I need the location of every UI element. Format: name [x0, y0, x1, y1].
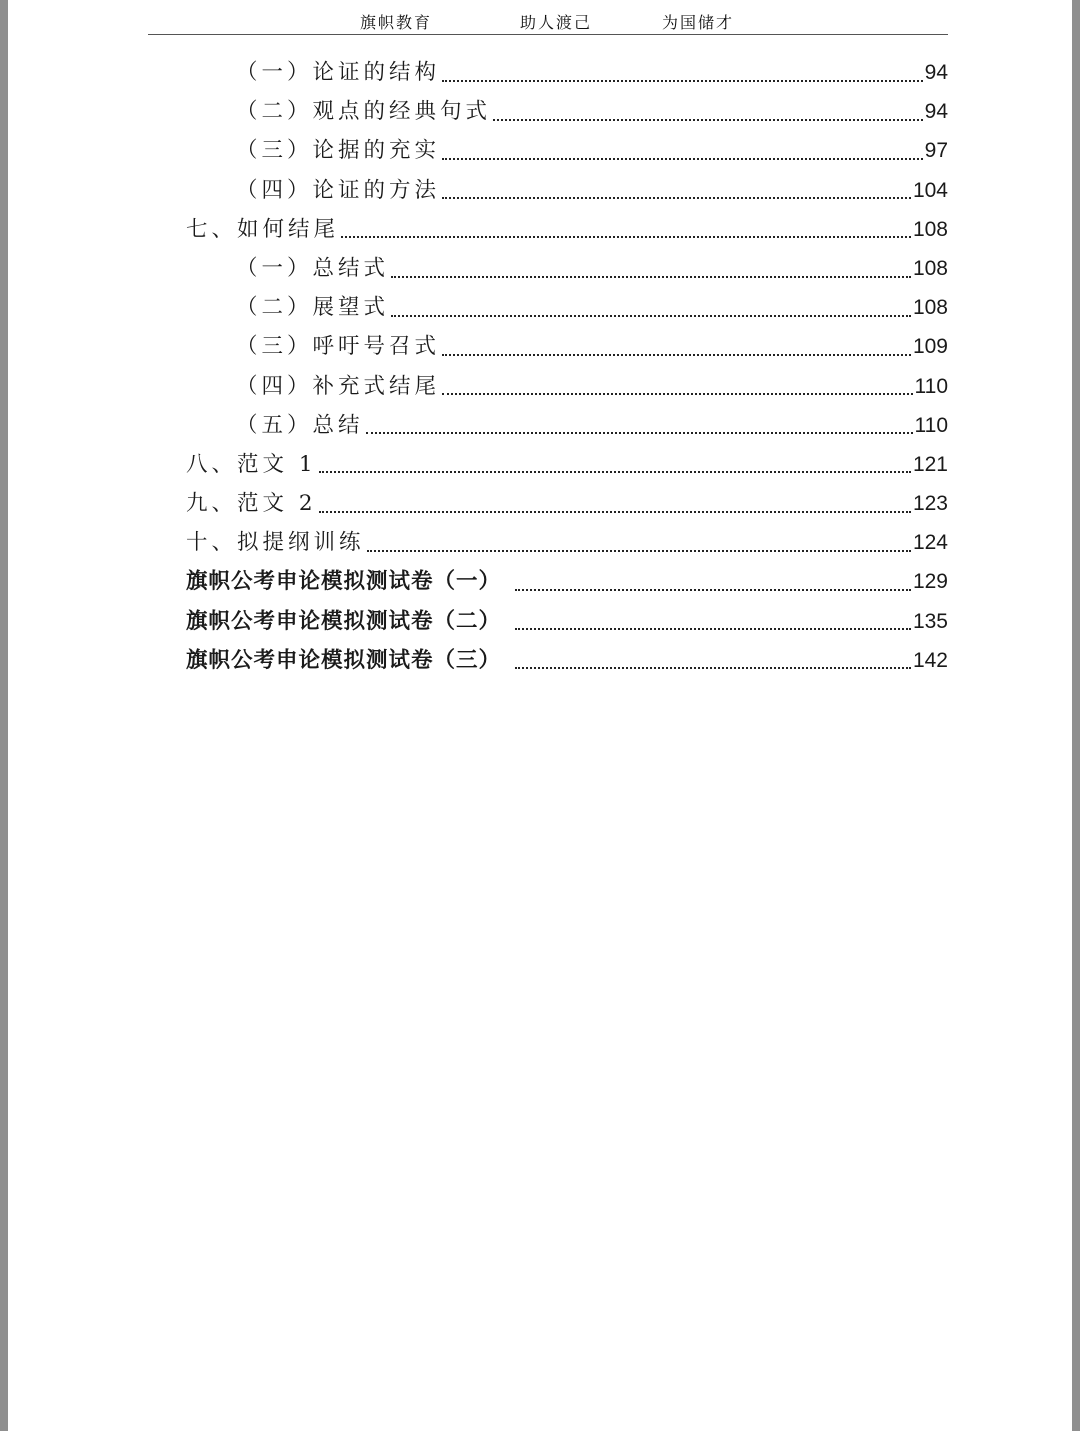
toc-entry[interactable] — [186, 251, 948, 290]
header-left-text: 旗帜教育 — [360, 13, 433, 32]
toc-entry[interactable] — [186, 408, 948, 447]
toc-dot-leader — [442, 158, 923, 160]
toc-entry[interactable] — [186, 133, 948, 172]
toc-dot-leader — [367, 550, 911, 552]
toc-entry-title: （五）总结 — [236, 412, 364, 438]
toc-entry-page: 108 — [912, 296, 948, 320]
toc-entry-page: 129 — [912, 570, 948, 594]
toc-entry-page: 94 — [924, 100, 948, 124]
toc-entry-page: 110 — [914, 374, 948, 398]
toc-entry-title: （二）观点的经典句式 — [236, 99, 492, 125]
toc-dot-leader — [442, 80, 923, 82]
toc-entry-title: （三）论据的充实 — [236, 138, 441, 164]
table-of-contents — [186, 55, 948, 682]
toc-entry[interactable] — [186, 525, 948, 564]
toc-entry-title: （一）论证的结构 — [236, 60, 441, 85]
toc-dot-leader — [319, 471, 911, 473]
toc-dot-leader — [442, 393, 913, 395]
toc-entry-title: 七、如何结尾 — [186, 216, 340, 242]
toc-entry[interactable] — [186, 94, 948, 133]
toc-entry-page: 109 — [912, 335, 948, 359]
toc-entry-title: 十、拟提纲训练 — [186, 530, 365, 556]
toc-entry-page: 104 — [912, 178, 948, 202]
toc-entry[interactable] — [186, 329, 948, 368]
toc-entry-page: 135 — [912, 609, 948, 633]
toc-entry-page: 124 — [912, 531, 948, 555]
toc-entry-title: 八、范文 1 — [186, 451, 317, 477]
header-right-text: 为国储才 — [662, 13, 735, 32]
toc-entry-title: 旗帜公考申论模拟测试卷（一） — [186, 569, 502, 595]
toc-entry[interactable] — [186, 290, 948, 329]
toc-dot-leader — [366, 432, 913, 434]
toc-dot-leader — [319, 511, 911, 513]
toc-entry-title: 九、范文 2 — [186, 491, 317, 517]
toc-dot-leader — [493, 119, 923, 121]
header-center-text: 助人渡己 — [520, 13, 593, 32]
toc-entry-page: 94 — [924, 61, 948, 84]
toc-dot-leader — [515, 589, 911, 591]
toc-entry-page: 123 — [912, 492, 948, 516]
toc-entry[interactable] — [186, 173, 948, 212]
toc-entry-title: （一）总结式 — [236, 255, 390, 281]
document-page — [8, 0, 1072, 1431]
toc-entry-page: 121 — [912, 452, 948, 476]
toc-dot-leader — [341, 236, 911, 238]
toc-entry-page: 142 — [912, 648, 948, 672]
toc-entry-title: 旗帜公考申论模拟测试卷（三） — [186, 647, 502, 673]
toc-entry[interactable] — [186, 212, 948, 251]
toc-entry[interactable] — [186, 604, 948, 643]
toc-entry-title: （二）展望式 — [236, 295, 390, 321]
toc-dot-leader — [442, 354, 911, 356]
toc-entry[interactable] — [186, 486, 948, 525]
toc-entry[interactable] — [186, 55, 948, 94]
toc-entry-title: （四）论证的方法 — [236, 177, 441, 203]
toc-entry-title: （三）呼吁号召式 — [236, 334, 441, 360]
toc-dot-leader — [391, 276, 911, 278]
toc-dot-leader — [515, 628, 911, 630]
toc-entry-page: 108 — [912, 256, 948, 280]
toc-entry[interactable] — [186, 447, 948, 486]
page-header — [148, 6, 948, 35]
toc-dot-leader — [391, 315, 911, 317]
toc-entry-page: 108 — [912, 217, 948, 241]
toc-dot-leader — [515, 667, 911, 669]
toc-dot-leader — [442, 197, 911, 199]
toc-entry-title: （四）补充式结尾 — [236, 373, 441, 399]
toc-entry[interactable] — [186, 564, 948, 603]
toc-entry-page: 97 — [924, 139, 948, 163]
toc-entry-page: 110 — [914, 413, 948, 437]
toc-entry-title: 旗帜公考申论模拟测试卷（二） — [186, 608, 502, 634]
toc-entry[interactable] — [186, 369, 948, 408]
toc-entry[interactable] — [186, 643, 948, 682]
